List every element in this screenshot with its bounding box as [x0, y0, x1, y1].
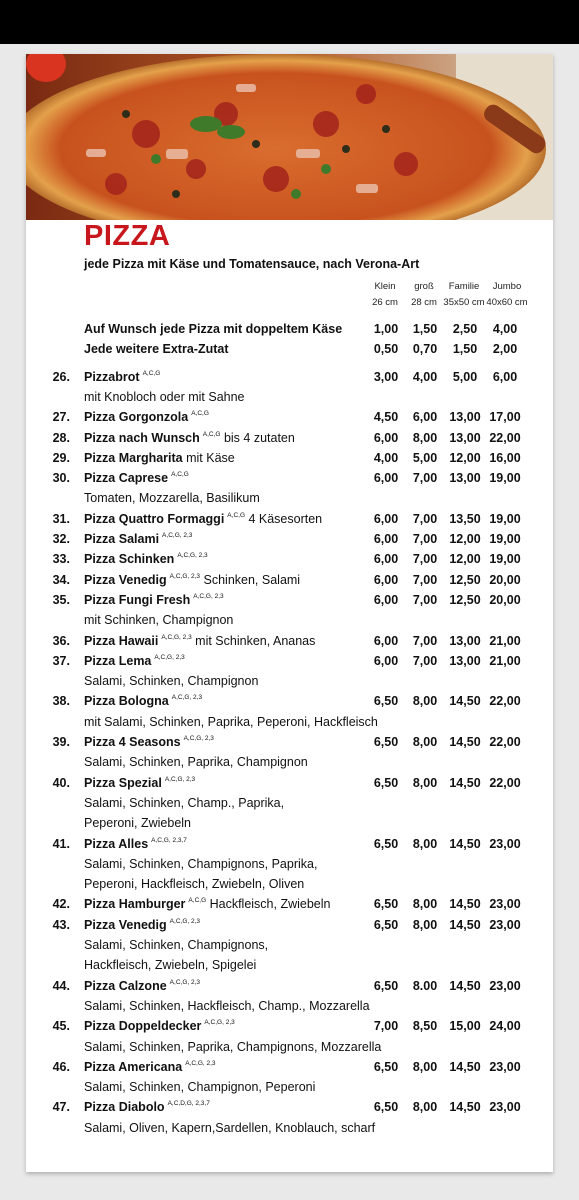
- price-cell: 8,00: [412, 836, 438, 851]
- price-cell: 21,00: [489, 633, 521, 648]
- price-cell: 1,50: [452, 342, 478, 357]
- price-cell: 13,00: [449, 430, 481, 445]
- price-cell: 6,00: [373, 552, 399, 567]
- allergen-codes: A,C,G, 2,3: [204, 1019, 235, 1027]
- price-cell: 19,00: [489, 511, 521, 526]
- extra-name: Auf Wunsch jede Pizza mit doppeltem Käse: [84, 322, 343, 336]
- price-cell: 6,00: [373, 471, 399, 486]
- price-cell: 6,00: [492, 369, 518, 384]
- menu-item: [26, 370, 553, 390]
- size-dimension: 28 cm: [411, 297, 437, 308]
- item-name: Pizza nach Wunsch: [84, 430, 200, 445]
- allergen-codes: A,C,G: [191, 410, 209, 418]
- menu-item: [26, 735, 553, 755]
- item-name: Pizza Fungi Fresh: [84, 592, 191, 607]
- menu-item: [26, 1100, 553, 1120]
- menu-item: [26, 573, 553, 593]
- price-cell: 6,00: [373, 572, 399, 587]
- price-cell: 6,50: [373, 735, 399, 749]
- menu-item: [26, 552, 553, 572]
- price-cell: 20,00: [489, 592, 521, 607]
- price-cell: 7,00: [412, 511, 438, 526]
- price-cell: 20,00: [489, 572, 521, 587]
- allergen-codes: A,C,G, 2,3,7: [151, 836, 187, 844]
- price-cell: 22,00: [489, 775, 521, 790]
- price-cell: 6,50: [373, 836, 399, 851]
- price-cell: 1,00: [373, 322, 399, 336]
- price-cell: 6,50: [373, 694, 399, 709]
- item-name: Pizza Calzone: [84, 978, 167, 993]
- price-cell: 12,50: [449, 592, 481, 607]
- allergen-codes: A,C,G, 2,3: [177, 552, 208, 560]
- item-number: 32.: [52, 532, 70, 546]
- price-cell: 4,50: [373, 410, 399, 425]
- price-cell: 23,00: [489, 897, 521, 912]
- item-number: 28.: [52, 430, 70, 445]
- item-name: Pizza Bologna: [84, 694, 169, 709]
- allergen-codes: A,C,D,G, 2,3,7: [167, 1100, 210, 1108]
- item-name-group: [84, 1060, 216, 1074]
- price-cell: 14,50: [449, 917, 481, 932]
- item-description: Salami, Schinken, Champignon, Peperoni: [84, 1080, 316, 1095]
- price-cell: 6,50: [373, 1059, 399, 1074]
- size-label: Klein: [374, 281, 396, 292]
- extra-row: [26, 342, 553, 362]
- allergen-codes: A,C,G, 2,3: [154, 653, 185, 661]
- size-label: groß: [414, 281, 434, 292]
- price-cell: 12,50: [449, 572, 481, 587]
- item-description: Salami, Oliven, Kapern,Sardellen, Knoblauch, scharf: [84, 1120, 376, 1135]
- item-number: 26.: [52, 369, 70, 384]
- item-number: 33.: [52, 552, 70, 567]
- item-name: Pizza Doppeldecker: [84, 1019, 202, 1034]
- menu-item: [26, 654, 553, 674]
- item-number: 42.: [52, 897, 70, 912]
- price-cell: 23,00: [489, 1059, 521, 1074]
- item-name-group: [84, 370, 160, 384]
- size-column: [440, 279, 488, 311]
- item-number: 41.: [52, 836, 70, 851]
- price-cell: 13,00: [449, 471, 481, 486]
- item-number: 27.: [52, 410, 70, 425]
- item-description: Peperoni, Zwiebeln: [84, 816, 192, 831]
- price-cell: 8,00: [412, 897, 438, 912]
- price-cell: 12,00: [449, 450, 481, 465]
- price-cell: 6,50: [373, 897, 399, 912]
- price-cell: 2,00: [492, 342, 518, 357]
- price-cell: 6,00: [373, 532, 399, 546]
- price-cell: 21,00: [489, 653, 521, 668]
- menu-item: [26, 918, 553, 938]
- item-name: Pizza Salami: [84, 532, 160, 546]
- allergen-codes: A,C,G: [142, 369, 161, 377]
- price-cell: 6,50: [373, 775, 399, 790]
- item-description: Salami, Schinken, Champignon: [84, 674, 259, 689]
- item-name-group: [84, 593, 224, 607]
- menu-item: [26, 979, 553, 999]
- menu-item: [26, 1060, 553, 1080]
- menu-item: [26, 694, 553, 714]
- menu-item: [26, 532, 553, 552]
- price-cell: 7,00: [412, 633, 438, 648]
- size-column: [363, 279, 407, 311]
- menu-item: [26, 410, 553, 430]
- price-cell: 6,00: [373, 653, 399, 668]
- menu-item: [26, 512, 553, 532]
- item-name: Pizza Diabolo: [84, 1100, 165, 1115]
- price-cell: 7,00: [412, 592, 438, 607]
- price-cell: 23,00: [489, 836, 521, 851]
- price-cell: 8,00: [412, 1059, 438, 1074]
- item-description: Salami, Schinken, Paprika, Champignon: [84, 755, 308, 770]
- item-name-group: [84, 512, 322, 526]
- size-label: Familie: [448, 281, 480, 292]
- price-cell: 8,00: [412, 1100, 438, 1115]
- allergen-codes: A,C,G, 2,3: [169, 917, 201, 925]
- price-cell: 5,00: [452, 369, 478, 384]
- menu-item: [26, 431, 553, 451]
- price-cell: 6,00: [373, 633, 399, 648]
- size-header: [26, 279, 553, 311]
- price-cell: 8.00: [412, 978, 438, 993]
- item-name: Pizza Schinken: [84, 552, 175, 567]
- item-name-group: [84, 897, 330, 911]
- section-title: PIZZA: [84, 220, 171, 252]
- price-cell: 7,00: [412, 552, 438, 567]
- item-number: 43.: [52, 917, 70, 932]
- price-cell: 6,00: [412, 410, 438, 425]
- price-cell: 22,00: [489, 735, 521, 749]
- price-cell: 0,50: [373, 342, 399, 357]
- item-name: Pizza Spezial: [84, 775, 162, 790]
- menu-item: [26, 1019, 553, 1039]
- item-name-group: [84, 552, 208, 566]
- price-cell: 13,00: [449, 410, 481, 425]
- price-cell: 14,50: [449, 897, 481, 912]
- item-name-group: [84, 979, 200, 993]
- price-cell: 7,00: [412, 532, 438, 546]
- price-cell: 12,00: [449, 552, 481, 567]
- item-name: Pizza Hamburger: [84, 897, 186, 912]
- price-cell: 7,00: [412, 653, 438, 668]
- price-cell: 23,00: [489, 917, 521, 932]
- item-note: 4 Käsesorten: [245, 511, 323, 526]
- size-label: Jumbo: [492, 281, 522, 292]
- price-cell: 13,50: [449, 511, 481, 526]
- price-cell: 19,00: [489, 532, 521, 546]
- price-cell: 2,50: [452, 322, 478, 336]
- price-cell: 14,50: [449, 1059, 481, 1074]
- pizza-photo: [26, 54, 553, 220]
- allergen-codes: A,C,G, 2,3: [193, 592, 224, 600]
- price-cell: 0,70: [412, 342, 438, 357]
- price-cell: 19,00: [489, 471, 521, 486]
- price-cell: 8,00: [412, 430, 438, 445]
- price-cell: 16,00: [489, 450, 521, 465]
- item-name: Pizza Margharita: [84, 450, 183, 465]
- item-name: Pizza Hawaii: [84, 633, 159, 648]
- item-number: 47.: [52, 1100, 70, 1115]
- allergen-codes: A,C,G, 2,3: [183, 735, 214, 742]
- item-number: 44.: [52, 978, 70, 993]
- item-name-group: [84, 431, 295, 445]
- item-name-group: [84, 471, 189, 485]
- menu-item: [26, 897, 553, 917]
- allergen-codes: A,C,G: [171, 471, 189, 479]
- price-cell: 14,50: [449, 978, 481, 993]
- item-name-group: [84, 735, 214, 749]
- allergen-codes: A,C,G, 2,3: [169, 978, 201, 986]
- price-cell: 6,50: [373, 1100, 399, 1115]
- item-description: Tomaten, Mozzarella, Basilikum: [84, 491, 260, 506]
- price-cell: 14,50: [449, 775, 481, 790]
- price-cell: 3,00: [373, 369, 399, 384]
- price-cell: 6,50: [373, 978, 399, 993]
- price-cell: 5,00: [412, 450, 438, 465]
- item-name-group: [84, 1100, 210, 1114]
- item-number: 40.: [52, 775, 70, 790]
- price-cell: 4,00: [373, 450, 399, 465]
- price-cell: 8,00: [412, 775, 438, 790]
- price-cell: 6,00: [373, 592, 399, 607]
- menu-item: [26, 593, 553, 613]
- menu-page: [26, 54, 553, 1172]
- allergen-codes: A,C,G, 2,3: [164, 775, 196, 783]
- item-name-group: [84, 776, 195, 790]
- item-number: 37.: [52, 653, 70, 668]
- menu-item: [26, 451, 553, 471]
- item-name: Pizza Venedig: [84, 572, 167, 587]
- allergen-codes: A,C,G, 2,3: [169, 572, 201, 580]
- menu-item: [26, 776, 553, 796]
- item-description: Salami, Schinken, Champignons,: [84, 938, 269, 952]
- item-note: Hackfleisch, Zwiebeln: [206, 897, 331, 912]
- item-name: Pizza Alles: [84, 836, 149, 851]
- item-name: Pizza Americana: [84, 1059, 183, 1074]
- price-cell: 8,00: [412, 917, 438, 932]
- item-number: 36.: [52, 633, 70, 648]
- size-dimension: 26 cm: [372, 297, 398, 308]
- allergen-codes: A,C,G: [188, 897, 207, 905]
- item-name-group: [84, 573, 300, 587]
- item-description: mit Knobloch oder mit Sahne: [84, 389, 245, 404]
- price-cell: 13,00: [449, 653, 481, 668]
- item-name: Pizza Venedig: [84, 917, 167, 932]
- item-number: 29.: [52, 450, 70, 465]
- price-cell: 1,50: [412, 322, 438, 336]
- menu-item: [26, 634, 553, 654]
- item-name-group: [84, 634, 315, 648]
- price-cell: 14,50: [449, 1100, 481, 1115]
- price-cell: 23,00: [489, 1100, 521, 1115]
- price-cell: 24,00: [489, 1019, 521, 1034]
- item-note: mit Käse: [182, 450, 235, 465]
- price-cell: 8,50: [412, 1019, 438, 1034]
- item-description: Peperoni, Hackfleisch, Zwiebeln, Oliven: [84, 877, 305, 892]
- price-cell: 23,00: [489, 978, 521, 993]
- allergen-codes: A,C,G: [202, 430, 221, 438]
- item-number: 45.: [52, 1019, 70, 1034]
- item-name-group: [84, 532, 192, 546]
- price-cell: 13,00: [449, 633, 481, 648]
- allergen-codes: A,C,G, 2,3: [162, 532, 193, 539]
- price-cell: 19,00: [489, 552, 521, 567]
- item-number: 39.: [52, 735, 70, 749]
- price-cell: 17,00: [489, 410, 521, 425]
- item-name: Pizzabrot: [84, 369, 140, 384]
- price-cell: 14,50: [449, 694, 481, 709]
- price-cell: 7,00: [412, 471, 438, 486]
- item-description: Hackfleisch, Zwiebeln, Spigelei: [84, 958, 257, 973]
- item-note: bis 4 zutaten: [220, 430, 295, 445]
- allergen-codes: A,C,G: [227, 511, 245, 519]
- item-number: 46.: [52, 1059, 70, 1074]
- price-cell: 8,00: [412, 694, 438, 709]
- item-name: Pizza Caprese: [84, 471, 169, 486]
- price-cell: 7,00: [373, 1019, 399, 1034]
- menu-item: [26, 471, 553, 491]
- allergen-codes: A,C,G, 2,3: [171, 694, 203, 702]
- item-name: Pizza Quattro Formaggi: [84, 511, 225, 526]
- item-name-group: [84, 654, 185, 668]
- extra-row: [26, 322, 553, 342]
- price-cell: 4,00: [492, 322, 518, 336]
- item-name: Pizza 4 Seasons: [84, 735, 181, 749]
- extra-name: Jede weitere Extra-Zutat: [84, 342, 229, 357]
- price-cell: 14,50: [449, 735, 481, 749]
- price-cell: 6,00: [373, 511, 399, 526]
- item-name-group: [84, 451, 235, 465]
- item-name-group: [84, 918, 200, 932]
- item-description: Salami, Schinken, Champignons, Paprika,: [84, 856, 318, 871]
- item-description: mit Schinken, Champignon: [84, 613, 234, 628]
- item-description: Salami, Schinken, Hackfleisch, Champ., Mozzarella: [84, 998, 370, 1013]
- item-name: Pizza Lema: [84, 653, 152, 668]
- allergen-codes: A,C,G, 2,3: [185, 1059, 216, 1067]
- item-name-group: [84, 1019, 235, 1033]
- price-cell: 4,00: [412, 369, 438, 384]
- price-cell: 8,00: [412, 735, 438, 749]
- price-cell: 7,00: [412, 572, 438, 587]
- price-cell: 12,00: [449, 532, 481, 546]
- item-number: 38.: [52, 694, 70, 709]
- section-subtitle: jede Pizza mit Käse und Tomatensauce, nach Verona-Art: [84, 257, 420, 271]
- item-name-group: [84, 837, 187, 851]
- item-number: 30.: [52, 471, 70, 486]
- item-name: Pizza Gorgonzola: [84, 410, 189, 425]
- item-description: Salami, Schinken, Champ., Paprika,: [84, 795, 285, 810]
- status-bar: [0, 0, 579, 44]
- price-cell: 22,00: [489, 694, 521, 709]
- bottom-bar: [0, 1186, 579, 1200]
- size-dimension: 35x50 cm: [443, 297, 485, 308]
- item-number: 34.: [52, 572, 70, 587]
- size-dimension: 40x60 cm: [486, 297, 528, 308]
- item-note: Schinken, Salami: [200, 572, 301, 587]
- item-number: 35.: [52, 592, 70, 607]
- size-column: [485, 279, 529, 311]
- price-cell: 15,00: [449, 1019, 481, 1034]
- item-note: mit Schinken, Ananas: [191, 633, 316, 648]
- price-cell: 6,00: [373, 430, 399, 445]
- price-cell: 6,50: [373, 917, 399, 932]
- price-cell: 22,00: [489, 430, 521, 445]
- item-description: Salami, Schinken, Paprika, Champignons, Mozzarella: [84, 1039, 382, 1054]
- price-cell: 14,50: [449, 836, 481, 851]
- item-name-group: [84, 694, 202, 708]
- allergen-codes: A,C,G, 2,3: [161, 633, 192, 641]
- item-description: mit Salami, Schinken, Paprika, Peperoni, Hackfleisch: [84, 714, 378, 729]
- item-name-group: [84, 410, 209, 424]
- item-number: 31.: [52, 511, 70, 526]
- menu-item: [26, 837, 553, 857]
